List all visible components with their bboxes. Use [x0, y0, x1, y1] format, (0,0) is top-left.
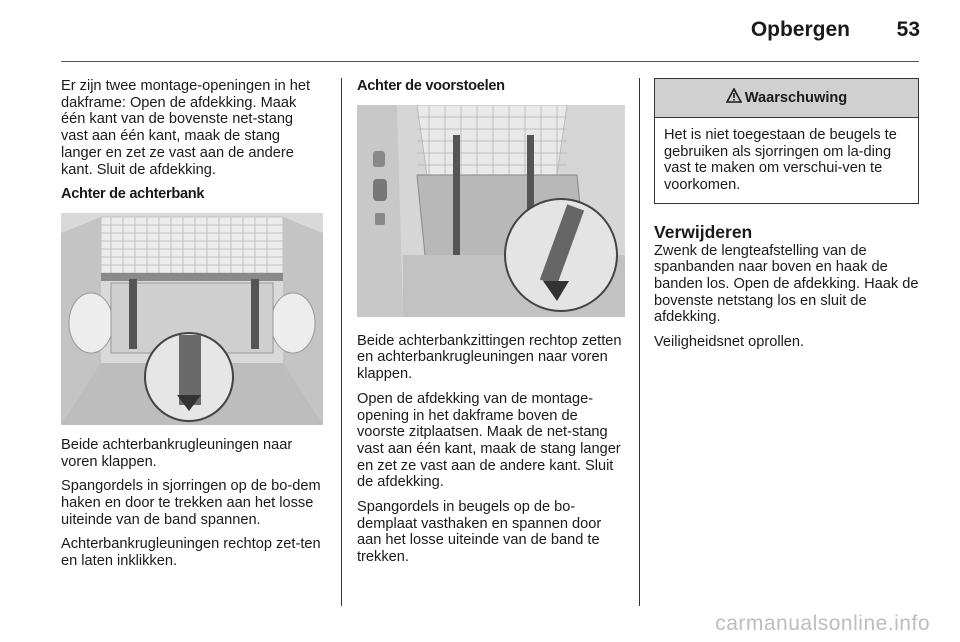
- section-heading-verwijderen: Verwijderen: [654, 221, 753, 242]
- illustration-rear-cargo: [61, 213, 323, 425]
- column-1: [61, 78, 323, 578]
- paragraph-1: Zwenk de lengteafstelling van de spanbanden naar boven en haak de banden los. Open de afdekking. Haak de bovenste netstang los en sluit de afdekking.: [654, 242, 919, 326]
- paragraph-2: Spangordels in sjorringen op de bo-dem haken en door te trekken aan het losse uiteinde van de band spannen.: [61, 478, 321, 528]
- paragraph-1: Beide achterbankrugleuningen naar voren klappen.: [61, 436, 293, 470]
- warning-triangle-icon: [726, 88, 742, 108]
- section-heading-achterbank: Achter de achterbank: [61, 186, 205, 203]
- warning-box: [654, 78, 919, 204]
- paragraph-3: Spangordels in beugels op de bo-demplaat vasthaken en spannen door aan het losse uiteinde van de band te trekken.: [357, 499, 602, 566]
- paragraph-1: Beide achterbankzittingen rechtop zetten en achterbankrugleuningen naar voren klappen.: [357, 332, 622, 383]
- page-title: Opbergen: [750, 18, 850, 41]
- illustration-front-seats: [357, 105, 625, 317]
- warning-text: Het is niet toegestaan de beugels te gebruiken als sjorringen om la-ding vast te maken om verschui-ven te voorkomen.: [664, 127, 897, 194]
- warning-title: Waarschuwing: [744, 89, 848, 106]
- rear-cargo-illustration-svg: [61, 213, 323, 425]
- front-seats-illustration-svg: [357, 105, 625, 317]
- paragraph-3: Achterbankrugleuningen rechtop zet-ten en laten inklikken.: [61, 536, 321, 570]
- column-3: [654, 78, 919, 359]
- header-rule: [61, 61, 919, 62]
- section-heading-voorstoelen: Achter de voorstoelen: [357, 78, 505, 94]
- column-divider-1: [341, 78, 342, 606]
- column-2: [357, 78, 625, 574]
- warning-header: [655, 79, 918, 118]
- intro-paragraph: Er zijn twee montage-openingen in het dakframe: Open de afdekking. Maak één kant van de bovenste net-stang vast aan één kant, maak de stang langer en zet ze vast aan de andere kant. Sluit de afdekking.: [61, 78, 311, 178]
- paragraph-2: Open de afdekking van de montage-opening in het dakframe boven de voorste zitplaatsen. Maak de net-stang vast aan één kant, maak de stang langer en zet ze vast aan de andere kant. Sluit de afdekking.: [357, 390, 621, 491]
- paragraph-2: Veiligheidsnet oprollen.: [654, 334, 805, 351]
- page-number: 53: [896, 18, 920, 41]
- watermark: carmanualsonline.info: [715, 612, 930, 635]
- column-divider-2: [639, 78, 640, 606]
